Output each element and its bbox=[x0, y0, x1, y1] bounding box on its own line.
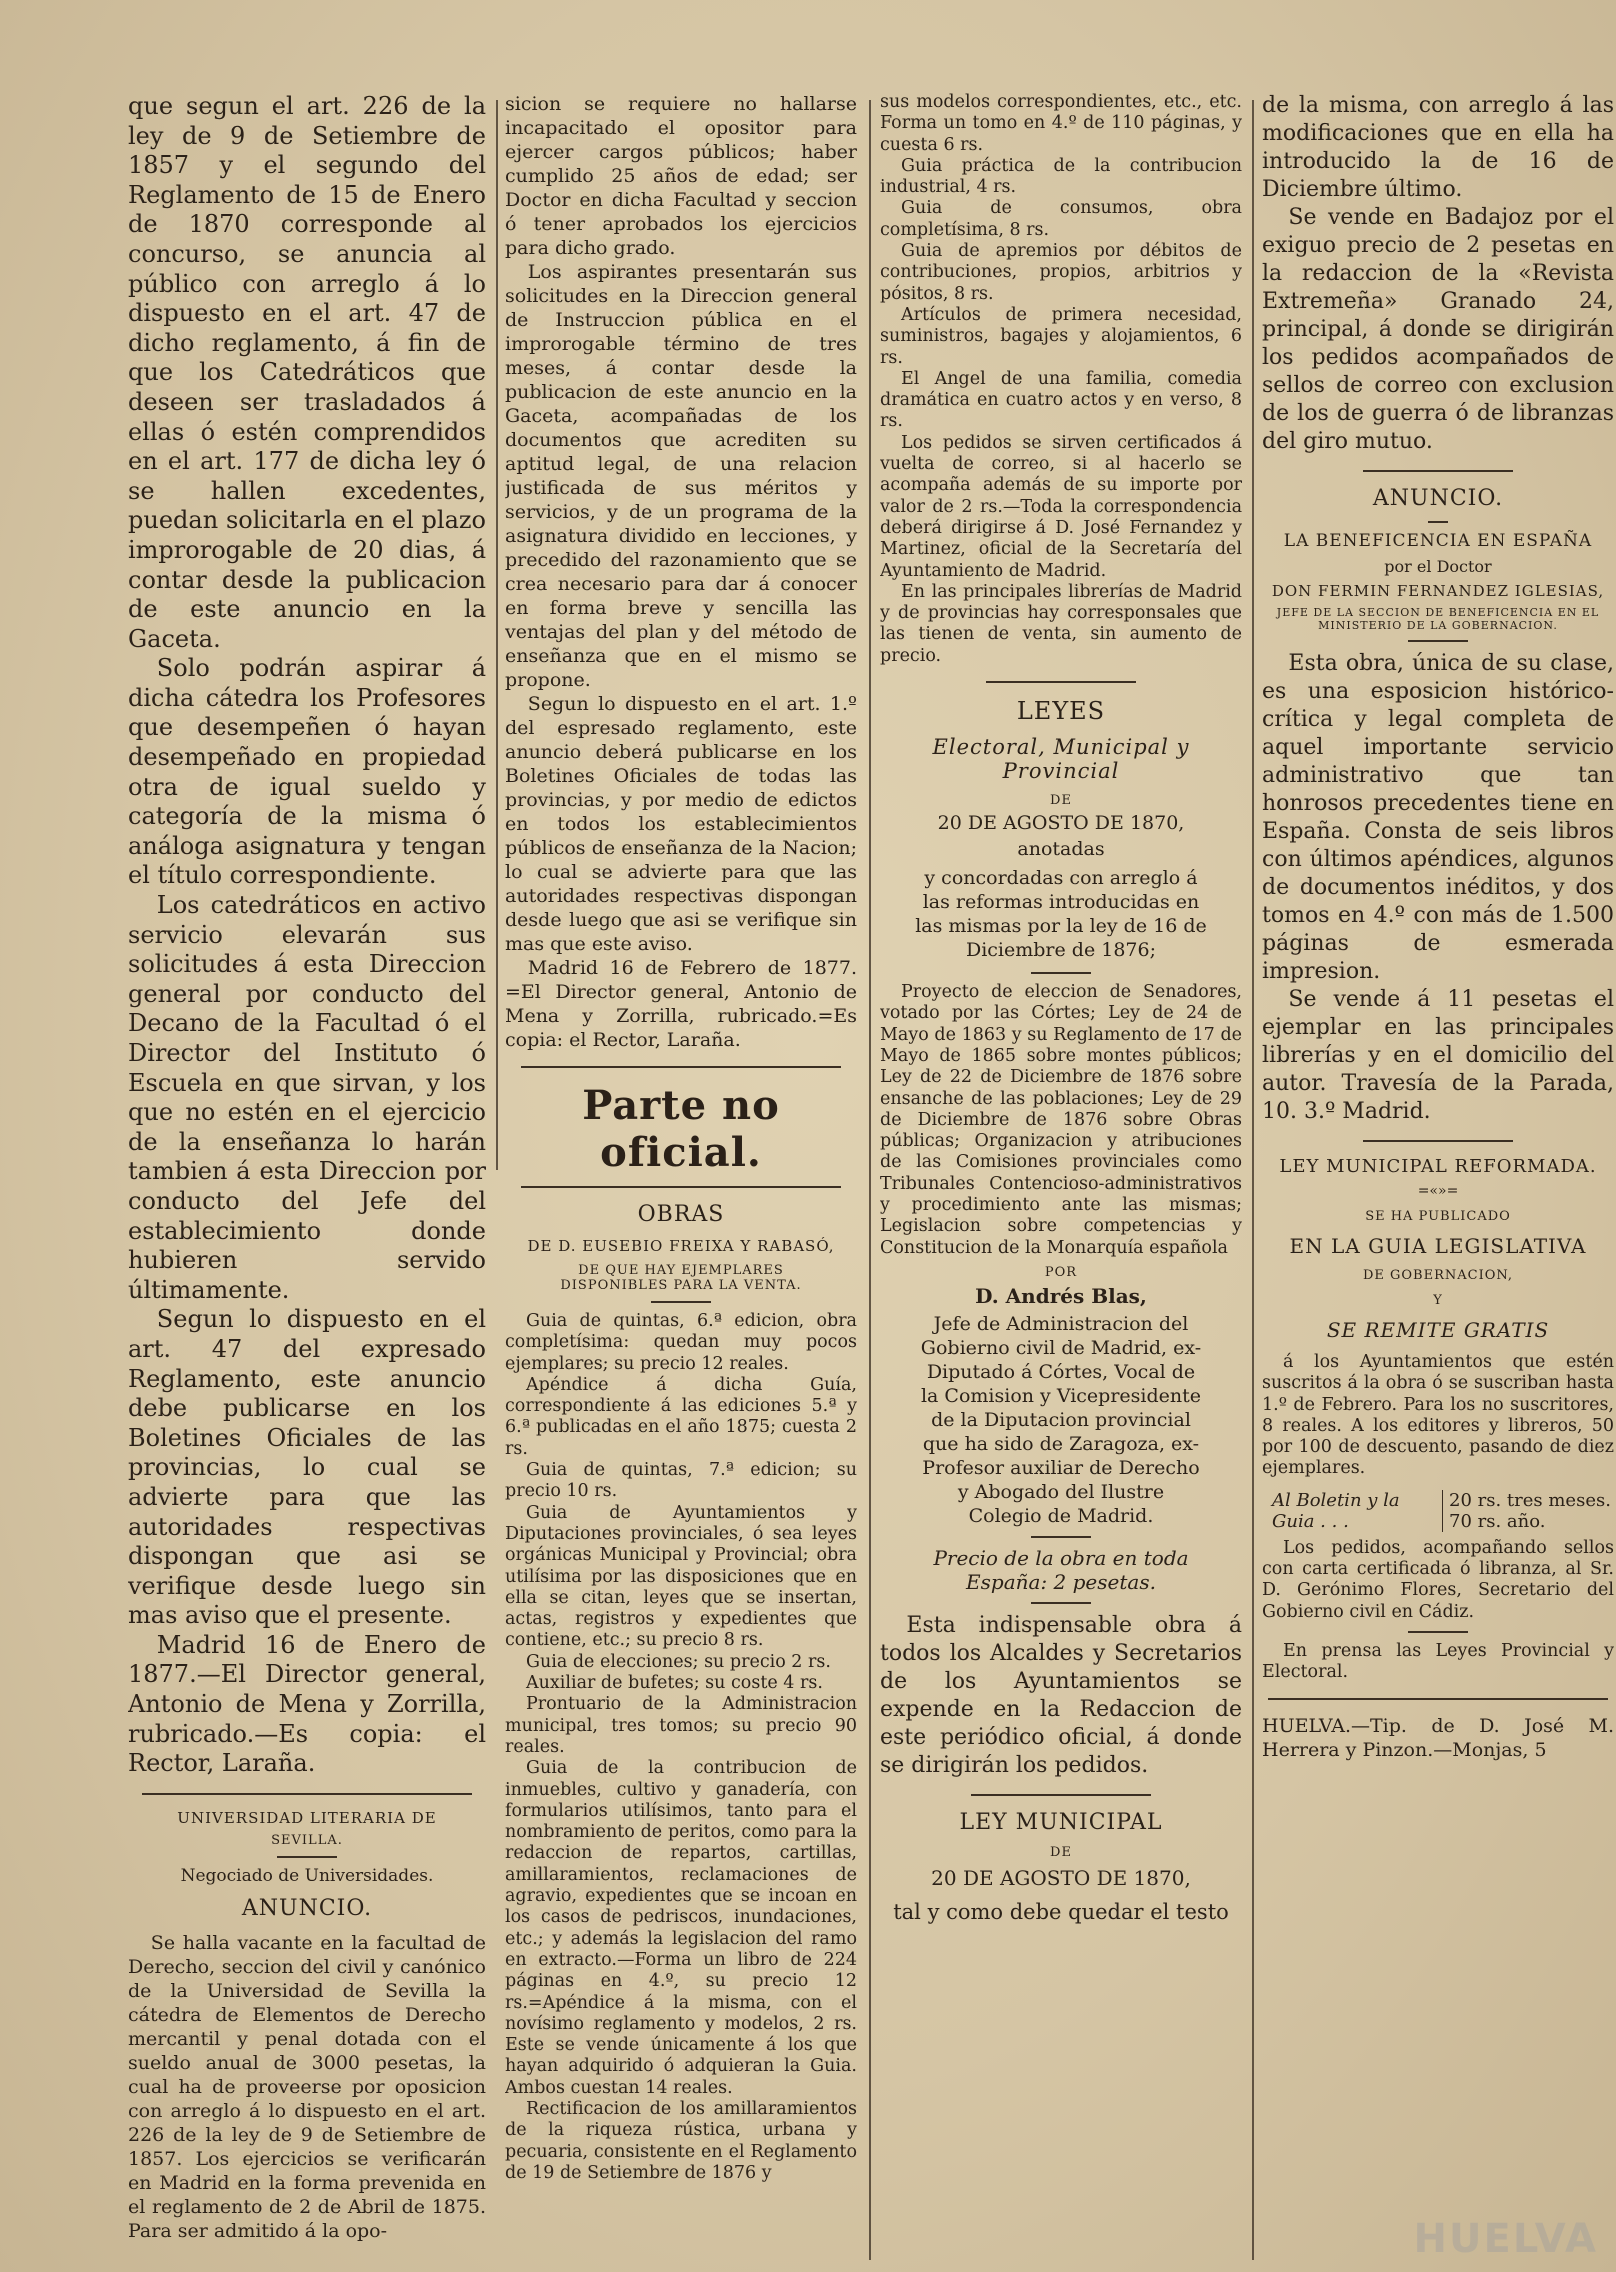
list-item: Auxiliar de bufetes; su coste 4 rs. bbox=[526, 1673, 823, 1694]
heading-fecha: 20 DE AGOSTO DE 1870, bbox=[931, 1865, 1191, 1890]
paragraph: Los pedidos se sirven certificados á vuelta de correo, si al hacerlo se acompaña además de su importe por valor de 2 rs.—Toda la correspondencia deberá dirigirse á D. José Fernandez y Martinez, oficial de la Secretaría del Ayuntamiento de Madrid. bbox=[880, 432, 1242, 581]
ornament: =«»= bbox=[1417, 1183, 1459, 1199]
label-por-el: por el Doctor bbox=[1384, 557, 1492, 576]
price-label: Guia . . . bbox=[1272, 1510, 1349, 1532]
heading-ley-municipal: LEY MUNICIPAL bbox=[959, 1809, 1163, 1835]
imprint: HUELVA.—Tip. de D. José M. Herrera y Pinzon.—Monjas, 5 bbox=[1262, 1714, 1614, 1761]
paragraph: Solo podrán aspirar á dicha cátedra los Profesores que desempeñen ó hayan desempeñado en propiedad otra de igual sueldo y categoría de la misma ó análoga asignatura y tengan el título correspondiente. bbox=[128, 654, 486, 890]
paragraph: Proyecto de eleccion de Senadores, votado por las Córtes; Ley de 24 de Mayo de 1863 y su Reglamento de 17 de Mayo de 1865 sobre montes públicos; Ley de 22 de Diciembre de 1876 sobre ensanche de las poblaciones; Ley de 29 de Diciembre de 1876 sobre Obras públicas; Organizacion y atribuciones de las Comisiones provinciales como Tribunales Contencioso-administrativos y procedimiento ante las mismas; Legislacion sobre competencias y Constitucion de la Monarquía española bbox=[880, 982, 1242, 1258]
paragraph: tal y como debe quedar el testo bbox=[893, 1899, 1229, 1924]
divider bbox=[1363, 470, 1513, 472]
price-label: Al Boletin y la bbox=[1272, 1489, 1400, 1511]
list-item: Guia de quintas, 6.ª edicion, obra completísima: quedan muy pocos ejemplares; su precio 12 reales. bbox=[505, 1311, 857, 1374]
list-item: Guia de quintas, 7.ª edicion; su precio 10 rs. bbox=[505, 1460, 857, 1502]
paragraph: Madrid 16 de Enero de 1877.—El Director general, Antonio de Mena y Zorrilla, rubricado.—Es copia: el Rector, Laraña. bbox=[128, 1630, 486, 1778]
list-item: Apéndice á dicha Guía, correspondiente á las ediciones 5.ª y 6.ª publicadas en el año 1875; cuesta 2 rs. bbox=[505, 1374, 857, 1459]
heading-ejemplares: DE QUE HAY EJEMPLARES DISPONIBLES PARA LA VENTA. bbox=[560, 1263, 802, 1293]
heading-fecha: 20 DE AGOSTO DE 1870, bbox=[937, 812, 1185, 835]
divider bbox=[1408, 640, 1468, 642]
paragraph: de la misma, con arreglo á las modificaciones que en ella ha introducido la de 16 de Diciembre último. bbox=[1262, 93, 1614, 202]
label-anotadas: anotadas bbox=[1017, 838, 1105, 861]
price: Precio de la obra en toda España: 2 pesetas. bbox=[933, 1545, 1189, 1594]
paragraph: Se halla vacante en la facultad de Derecho, seccion del civil y canónico de la Universidad de Sevilla la cátedra de Elementos de Derecho mercantil y penal dotada con el sueldo anual de 3000 pesetas, la cual ha de proveerse por oposicion con arreglo á lo dispuesto en el art. 226 de la ley de 9 de Setiembre de 1857. Los ejercicios se verificarán en Madrid en la forma prevenida en el reglamento de 2 de Abril de 1875. Para ser admitido á la opo- bbox=[128, 1931, 486, 2242]
price-value: 20 rs. tres meses. bbox=[1449, 1489, 1611, 1511]
author-title: JEFE DE LA SECCION DE BENEFICENCIA EN EL MINISTERIO DE LA GOBERNACION. bbox=[1276, 606, 1600, 632]
divider bbox=[1031, 1602, 1091, 1604]
heading-sevilla: SEVILLA. bbox=[271, 1832, 343, 1848]
column-rule bbox=[1252, 100, 1254, 2260]
divider bbox=[1268, 1698, 1608, 1700]
paragraph: Segun lo dispuesto en el art. 47 del expresado Reglamento, este anuncio debe publicarse en los Boletines Oficiales de las provincias, lo cual se advierte para que las autoridades respectivas dispongan que asi se verifique desde luego sin mas aviso que el presente. bbox=[128, 1305, 486, 1630]
divider bbox=[1031, 1536, 1091, 1538]
divider bbox=[521, 1186, 841, 1188]
paragraph: Segun lo dispuesto en el art. 1.º del espresado reglamento, este anuncio deberá publicarse en los Boletines Oficiales de todas las provincias, y por medio de edictos en todos los establecimientos públicos de enseñanza de la Nacion; lo cual se advierte para que las autoridades respectivas dispongan desde luego que asi se verifique sin mas que este aviso. bbox=[505, 693, 857, 955]
paragraph: Esta indispensable obra á todos los Alcaldes y Secretarios de los Ayuntamientos se expende en la Redaccion de este periódico oficial, á donde se dirigirán los pedidos. bbox=[880, 1612, 1242, 1778]
column-2 bbox=[505, 92, 857, 2252]
price-value: 70 rs. año. bbox=[1449, 1510, 1546, 1532]
paragraph: Esta obra, única de su clase, es una esposicion histórico-crítica y legal completa de aquel importante servicio administrativo que tan honrosos precedentes tiene en España. Consta de seis libros con últimos apéndices, algunos de documentos inéditos, y dos tomos en 4.º con más de 1.500 páginas de esmerada impresion. bbox=[1262, 651, 1614, 984]
divider bbox=[651, 1301, 711, 1303]
list-item: El Angel de una familia, comedia dramática en cuatro actos y en verso, 8 rs. bbox=[880, 368, 1242, 432]
divider bbox=[1408, 1631, 1468, 1633]
divider bbox=[277, 1856, 337, 1858]
label-gobernacion: DE GOBERNACION, bbox=[1362, 1268, 1514, 1283]
author-name: D. Andrés Blas, bbox=[975, 1283, 1147, 1308]
watermark-logo: HUELVA bbox=[1413, 2216, 1598, 2262]
list-item: Guia de elecciones; su precio 2 rs. bbox=[526, 1651, 831, 1672]
heading-anuncio: ANUNCIO. bbox=[1372, 486, 1504, 511]
heading-anuncio: ANUNCIO. bbox=[241, 1895, 373, 1921]
list-item: Prontuario de la Administracion municipal, tres tomos; su precio 90 reales. bbox=[505, 1694, 857, 1757]
author-name: DON FERMIN FERNANDEZ IGLESIAS, bbox=[1271, 582, 1605, 600]
list-item: Rectificacion de los amillaramientos de la riqueza rústica, urbana y pecuaria, consistente en el Reglamento de 19 de Setiembre de 1876 y bbox=[505, 2098, 857, 2183]
heading-author: DE D. EUSEBIO FREIXA Y RABASÓ, bbox=[527, 1237, 835, 1255]
list-item: Artículos de primera necesidad, suministros, bagajes y alojamientos, 6 rs. bbox=[880, 304, 1242, 368]
column-1 bbox=[128, 92, 486, 2252]
label-por: POR bbox=[1044, 1264, 1078, 1280]
divider bbox=[1031, 972, 1091, 974]
label-de: DE bbox=[1050, 1844, 1072, 1860]
divider bbox=[521, 1066, 841, 1068]
paragraph: Los aspirantes presentarán sus solicitudes en la Direccion general de Instruccion pública en el improrogable término de tres meses, á contar desde la publicacion de este anuncio en la Gaceta, acompañadas de los documentos que acrediten su aptitud legal, de una relacion justificada de sus méritos y servicios, y de un programa de la asignatura dividido en lecciones, y precedido del razonamiento que se crea necesario para dar á conocer en forma breve y sencilla las ventajas del plan y del método de enseñanza que en el mismo se propone. bbox=[505, 261, 857, 691]
paragraph: sicion se requiere no hallarse incapacitado el opositor para ejercer cargos públicos; haber cumplido 25 años de edad; ser Doctor en dicha Facultad y seccion ó tener aprobados los ejercicios para dicho grado. bbox=[505, 93, 857, 259]
negociado: Negociado de Universidades. bbox=[180, 1865, 434, 1886]
label-se-ha-publicado: SE HA PUBLICADO bbox=[1365, 1209, 1511, 1224]
paragraph: Los catedráticos en activo servicio elevarán sus solicitudes á esta Direccion general por conducto del Decano de la Facultad ó el Director del Instituto ó Escuela en que sirvan, y los que no estén en el ejercicio de la enseñanza lo harán tambien á esta Direccion por conducto del Jefe del establecimiento donde hubieren servido últimamente. bbox=[128, 891, 486, 1304]
heading-leyes: LEYES bbox=[1016, 697, 1106, 726]
divider bbox=[986, 681, 1136, 683]
paragraph: Se vende á 11 pesetas el ejemplar en las principales librerías y en el domicilio del autor. Travesía de la Parada, 10. 3.º Madrid. bbox=[1262, 987, 1614, 1124]
label-de: DE bbox=[1050, 793, 1072, 809]
heading-beneficencia: LA BENEFICENCIA EN ESPAÑA bbox=[1283, 531, 1593, 551]
heading-ley-municipal-reformada: LEY MUNICIPAL REFORMADA. bbox=[1279, 1156, 1597, 1177]
paragraph: En prensa las Leyes Provincial y Electoral. bbox=[1262, 1640, 1614, 1683]
price-table bbox=[1272, 1490, 1614, 1532]
list-item: sus modelos correspondientes, etc., etc. Forma un tomo en 4.º de 110 páginas, y cuesta 6 rs. bbox=[880, 92, 1242, 155]
heading-remite: SE REMITE GRATIS bbox=[1326, 1318, 1550, 1342]
divider bbox=[1428, 521, 1448, 523]
column-rule bbox=[869, 100, 871, 2260]
column-rule bbox=[496, 100, 498, 1170]
divider bbox=[1363, 1140, 1513, 1142]
heading-guia: EN LA GUIA LEGISLATIVA bbox=[1289, 1234, 1587, 1258]
list-item: Guia de apremios por débitos de contribuciones, propios, arbitrios y pósitos, 8 rs. bbox=[880, 241, 1242, 304]
column-4 bbox=[1262, 92, 1614, 2252]
list-item: Guia de Ayuntamientos y Diputaciones provinciales, ó sea leyes orgánicas Municipal y Provincial; obra utilísima por las disposiciones que en ella se citan, leyes que se insertan, actas, registros y expedientes que contiene, etc.; su precio 8 rs. bbox=[505, 1502, 857, 1651]
paragraph: á los Ayuntamientos que estén suscritos á la obra ó se suscriban hasta 1.º de Febrero. Para los no suscritores, 8 reales. A los editores y libreros, 50 por 100 de descuento, pasando de diez ejemplares. bbox=[1262, 1352, 1614, 1479]
paragraph: En las principales librerías de Madrid y de provincias hay corresponsales que las tienen de venta, sin aumento de precio. bbox=[880, 581, 1242, 666]
divider bbox=[142, 1793, 472, 1795]
paragraph: Jefe de Administracion del Gobierno civil de Madrid, ex-Diputado á Córtes, Vocal de la Comision y Vicepresidente de la Diputacion provincial que ha sido de Zaragoza, ex-Profesor auxiliar de Derecho y Abogado del Ilustre Colegio de Madrid. bbox=[920, 1312, 1202, 1527]
column-3 bbox=[880, 92, 1242, 2252]
paragraph: Los pedidos, acompañando sellos con carta certificada ó libranza, al Sr. D. Gerónimo Flores, Secretario del Gobierno civil en Cádiz. bbox=[1262, 1537, 1614, 1622]
label-y: Y bbox=[1433, 1293, 1443, 1308]
paragraph: Se vende en Badajoz por el exiguo precio de 2 pesetas en la redaccion de la «Revista Extremeña» Granado 24, principal, á donde se dirigirán los pedidos acompañados de sellos de correo con exclusion de los de guerra ó de libranzas del giro mutuo. bbox=[1262, 205, 1614, 454]
section-banner: Parte no oficial. bbox=[582, 1082, 780, 1176]
list-item: Guia práctica de la contribucion industrial, 4 rs. bbox=[880, 155, 1242, 198]
list-item: Guia de consumos, obra completísima, 8 rs. bbox=[880, 198, 1242, 240]
paragraph: que segun el art. 226 de la ley de 9 de Setiembre de 1857 y el segundo del Reglamento de 15 de Enero de 1870 corresponde al concurso, se anuncia al público con arreglo á lo dispuesto en el art. 47 de dicho reglamento, á fin de que los Catedráticos que deseen ser trasladados á ellas ó estén comprendidos en el art. 177 de dicha ley ó se hallen excedentes, puedan solicitarla en el plazo improrogable de 20 dias, á contar desde la publicacion de este anuncio en la Gaceta. bbox=[128, 92, 486, 653]
divider bbox=[971, 1794, 1151, 1796]
list-item: Guia de la contribucion de inmuebles, cultivo y ganadería, con formularios utilísimos, tanto para el nombramiento de peritos, como para la redaccion de repartos, cartillas, amillaramientos, reclamaciones de agravio, expedientes que se incoan en los casos de pedriscos, inundaciones, etc.; y además la legislacion del ramo en extracto.—Forma un libro de 224 páginas en 4.º, su precio 12 rs.=Apéndice á la misma, con el novísimo reglamento y modelos, 2 rs. Este se vende únicamente á los que hayan adquirido ó adquieran la Guia. Ambos cuestan 14 reales. bbox=[505, 1758, 857, 2098]
heading-obras: OBRAS bbox=[637, 1202, 725, 1227]
heading-electoral: Electoral, Municipal y Provincial bbox=[932, 735, 1190, 784]
paragraph: y concordadas con arreglo á las reformas introducidas en las mismas por la ley de 16 de Diciembre de 1876; bbox=[915, 867, 1207, 962]
paragraph: Madrid 16 de Febrero de 1877. =El Director general, Antonio de Mena y Zorrilla, rubricado.=Es copia: el Rector, Laraña. bbox=[505, 957, 857, 1051]
heading-universidad: UNIVERSIDAD LITERARIA DE bbox=[177, 1808, 437, 1827]
